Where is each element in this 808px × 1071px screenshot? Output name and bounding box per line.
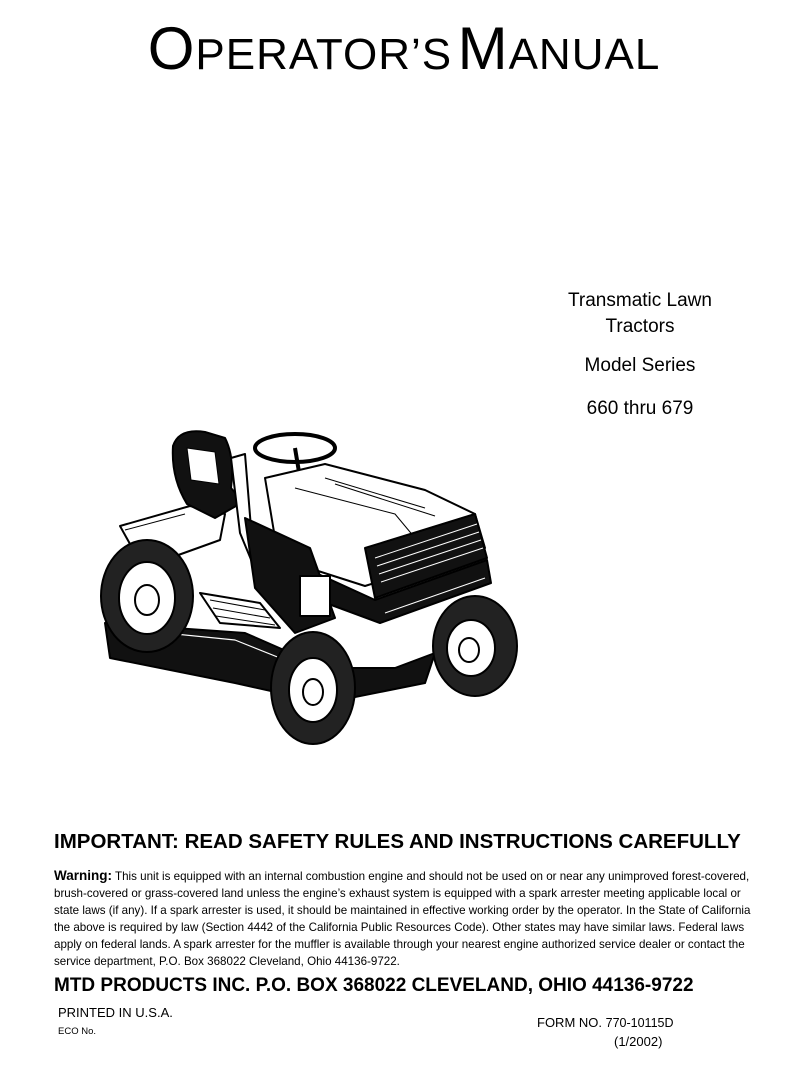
form-number-value: 770-10115D	[605, 1016, 674, 1030]
form-number	[537, 1015, 674, 1030]
eco-number-label: ECO No.	[58, 1026, 97, 1037]
title-word-manual: ANUAL	[508, 30, 661, 79]
lawn-tractor-illustration	[95, 418, 530, 758]
model-series-range: 660 thru 679	[586, 398, 694, 419]
printed-in: PRINTED IN U.S.A.	[58, 1005, 173, 1020]
spark-arrester-warning	[54, 867, 754, 970]
product-name	[520, 288, 760, 340]
important-safety-heading: IMPORTANT: READ SAFETY RULES AND INSTRUCTIONS CAREFULLY	[54, 830, 741, 853]
company-address: MTD PRODUCTS INC. P.O. BOX 368022 CLEVELAND, OHIO 44136-9722	[54, 975, 694, 996]
product-name-line2: Tractors	[605, 316, 675, 337]
product-name-line1: Transmatic Lawn	[568, 290, 712, 311]
title-word-operator: PERATOR	[195, 30, 412, 79]
model-series-label: Model Series	[584, 355, 696, 376]
warning-label: Warning:	[54, 868, 112, 883]
form-date: (1/2002)	[614, 1034, 663, 1049]
title-letter-o: O	[147, 15, 196, 82]
title-letter-m: M	[457, 15, 509, 82]
warning-text: This unit is equipped with an internal combustion engine and should not be used on or near any unimproved forest-covered, brush-covered or grass-covered land unless the engine’s exhaust system is equipped with a spark arrester meeting applicable local or state laws (if any). If a spark arrester is used, it should be maintained in effective working order by the operator. In the State of California the above is required by law (Section 4442 of the California Public Resources Code). Other states may have similar laws. Federal laws apply on federal lands. A spark arrester for the muffler is available through your nearest engine authorized service dealer or contact the service department, P.O. Box 368022 Cleveland, Ohio 44136-9722.	[54, 870, 751, 968]
title-apostrophe-s: ’S	[411, 30, 453, 79]
manual-title	[0, 14, 808, 83]
form-number-label: FORM NO.	[537, 1015, 602, 1030]
